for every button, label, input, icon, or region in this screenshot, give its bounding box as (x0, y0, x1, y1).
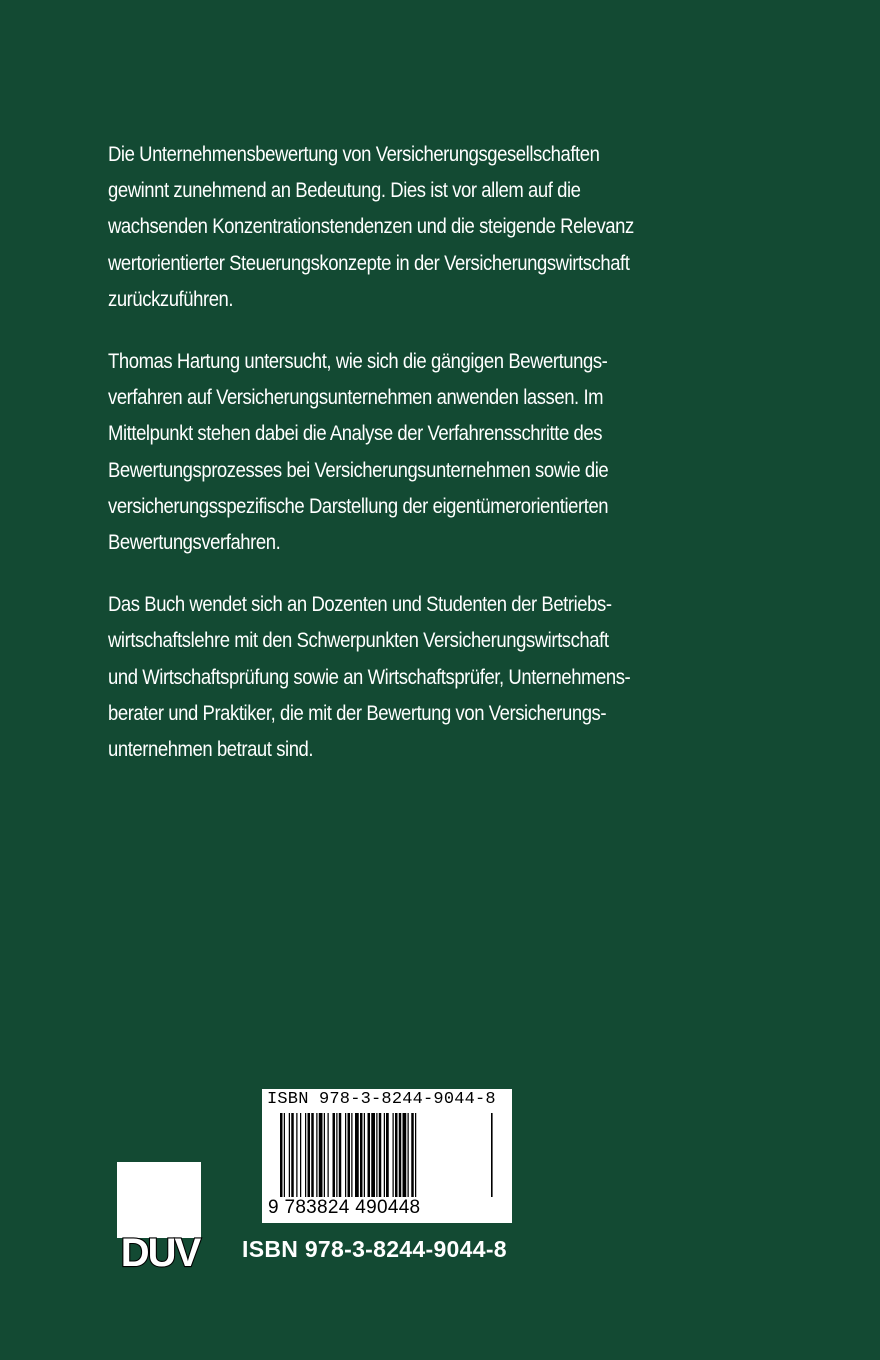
text-line: versicherungsspezifische Darstellung der eigentümerorientierten (108, 493, 609, 518)
logo-block (117, 1162, 201, 1238)
barcode-bar (351, 1113, 352, 1197)
barcode-bar (308, 1113, 311, 1197)
logo-wordmark (115, 1230, 205, 1274)
barcode-bar (328, 1113, 329, 1197)
text-line: Die Unternehmensbewertung von Versicherungsgesellschaften (108, 142, 600, 166)
barcode-bar (324, 1113, 325, 1197)
text-line: wirtschaftslehre mit den Schwerpunkten Versicherungswirtschaft (108, 628, 609, 653)
blurb-text (108, 136, 748, 793)
barcode-bar (296, 1113, 297, 1197)
barcode-guard-bar (280, 1113, 282, 1197)
barcode (262, 1089, 512, 1223)
barcode-bar (355, 1113, 359, 1197)
text-line: verfahren auf Versicherungsunternehmen anwenden lassen. Im (108, 385, 604, 410)
blurb-paragraph-2 (108, 343, 748, 560)
barcode-bar (364, 1113, 365, 1197)
barcode-bar (393, 1113, 394, 1197)
text-line: und Wirtschaftsprüfung sowie an Wirtschaftsprüfer, Unternehmens- (108, 664, 631, 689)
barcode-bar (289, 1113, 290, 1197)
barcode-bar (339, 1113, 342, 1197)
barcode-bar (395, 1113, 398, 1197)
barcode-bar (368, 1113, 371, 1197)
barcode-bar (311, 1113, 314, 1197)
logo-text: DUV (120, 1231, 200, 1274)
barcode-bar (305, 1113, 306, 1197)
barcode-bar (319, 1113, 323, 1197)
barcode-bar (415, 1113, 416, 1197)
barcode-bar (284, 1113, 285, 1197)
barcode-bar (336, 1113, 337, 1197)
isbn-text: ISBN 978-3-8244-9044-8 (242, 1236, 507, 1262)
blurb-paragraph-1 (108, 136, 748, 317)
barcode-bar (348, 1113, 351, 1197)
barcode-digits: 9 783824 490448 (268, 1197, 421, 1218)
duv-logo-icon (115, 1162, 205, 1280)
barcode-bars (280, 1113, 494, 1197)
text-line: Bewertungsverfahren. (108, 530, 281, 555)
barcode-bar (379, 1113, 382, 1197)
barcode-bar (399, 1113, 402, 1197)
barcode-bar (371, 1113, 375, 1197)
barcode-bar (333, 1113, 336, 1197)
barcode-bar (388, 1113, 389, 1197)
barcode-bar (411, 1113, 414, 1197)
barcode-bar (384, 1113, 385, 1197)
barcode-guard-bar (386, 1113, 388, 1197)
text-line: Mittelpunkt stehen dabei die Analyse der Verfahrensschritte des (108, 421, 603, 446)
text-line: wachsenden Konzentrationstendenzen und die steigende Relevanz (108, 214, 634, 239)
blurb-paragraph-3 (108, 586, 748, 767)
text-line: berater und Praktiker, die mit der Bewertung von Versicherungs- (108, 700, 607, 725)
text-line: Das Buch wendet sich an Dozenten und Studenten der Betriebs- (108, 592, 612, 617)
barcode-bar (403, 1113, 407, 1197)
text-line: gewinnt zunehmend an Bedeutung. Dies ist vor allem auf die (108, 178, 581, 203)
text-line: zurückzuführen. (108, 286, 234, 311)
barcode-bar (360, 1113, 363, 1197)
barcode-bar (291, 1113, 294, 1197)
text-line: Bewertungsprozesses bei Versicherungsunternehmen sowie die (108, 457, 609, 482)
barcode-bar (376, 1113, 377, 1197)
text-line: unternehmen betraut sind. (108, 737, 314, 762)
barcode-bar (345, 1113, 346, 1197)
barcode-bar (300, 1113, 301, 1197)
barcode-bar (316, 1113, 317, 1197)
barcode-guard-bar (491, 1113, 493, 1197)
text-line: wertorientierter Steuerungskonzepte in der Versicherungswirtschaft (108, 250, 630, 275)
text-line: Thomas Hartung untersucht, wie sich die gängigen Bewertungs- (108, 349, 608, 374)
barcode-bar (408, 1113, 409, 1197)
barcode-isbn-label: ISBN 978-3-8244-9044-8 (267, 1090, 496, 1109)
